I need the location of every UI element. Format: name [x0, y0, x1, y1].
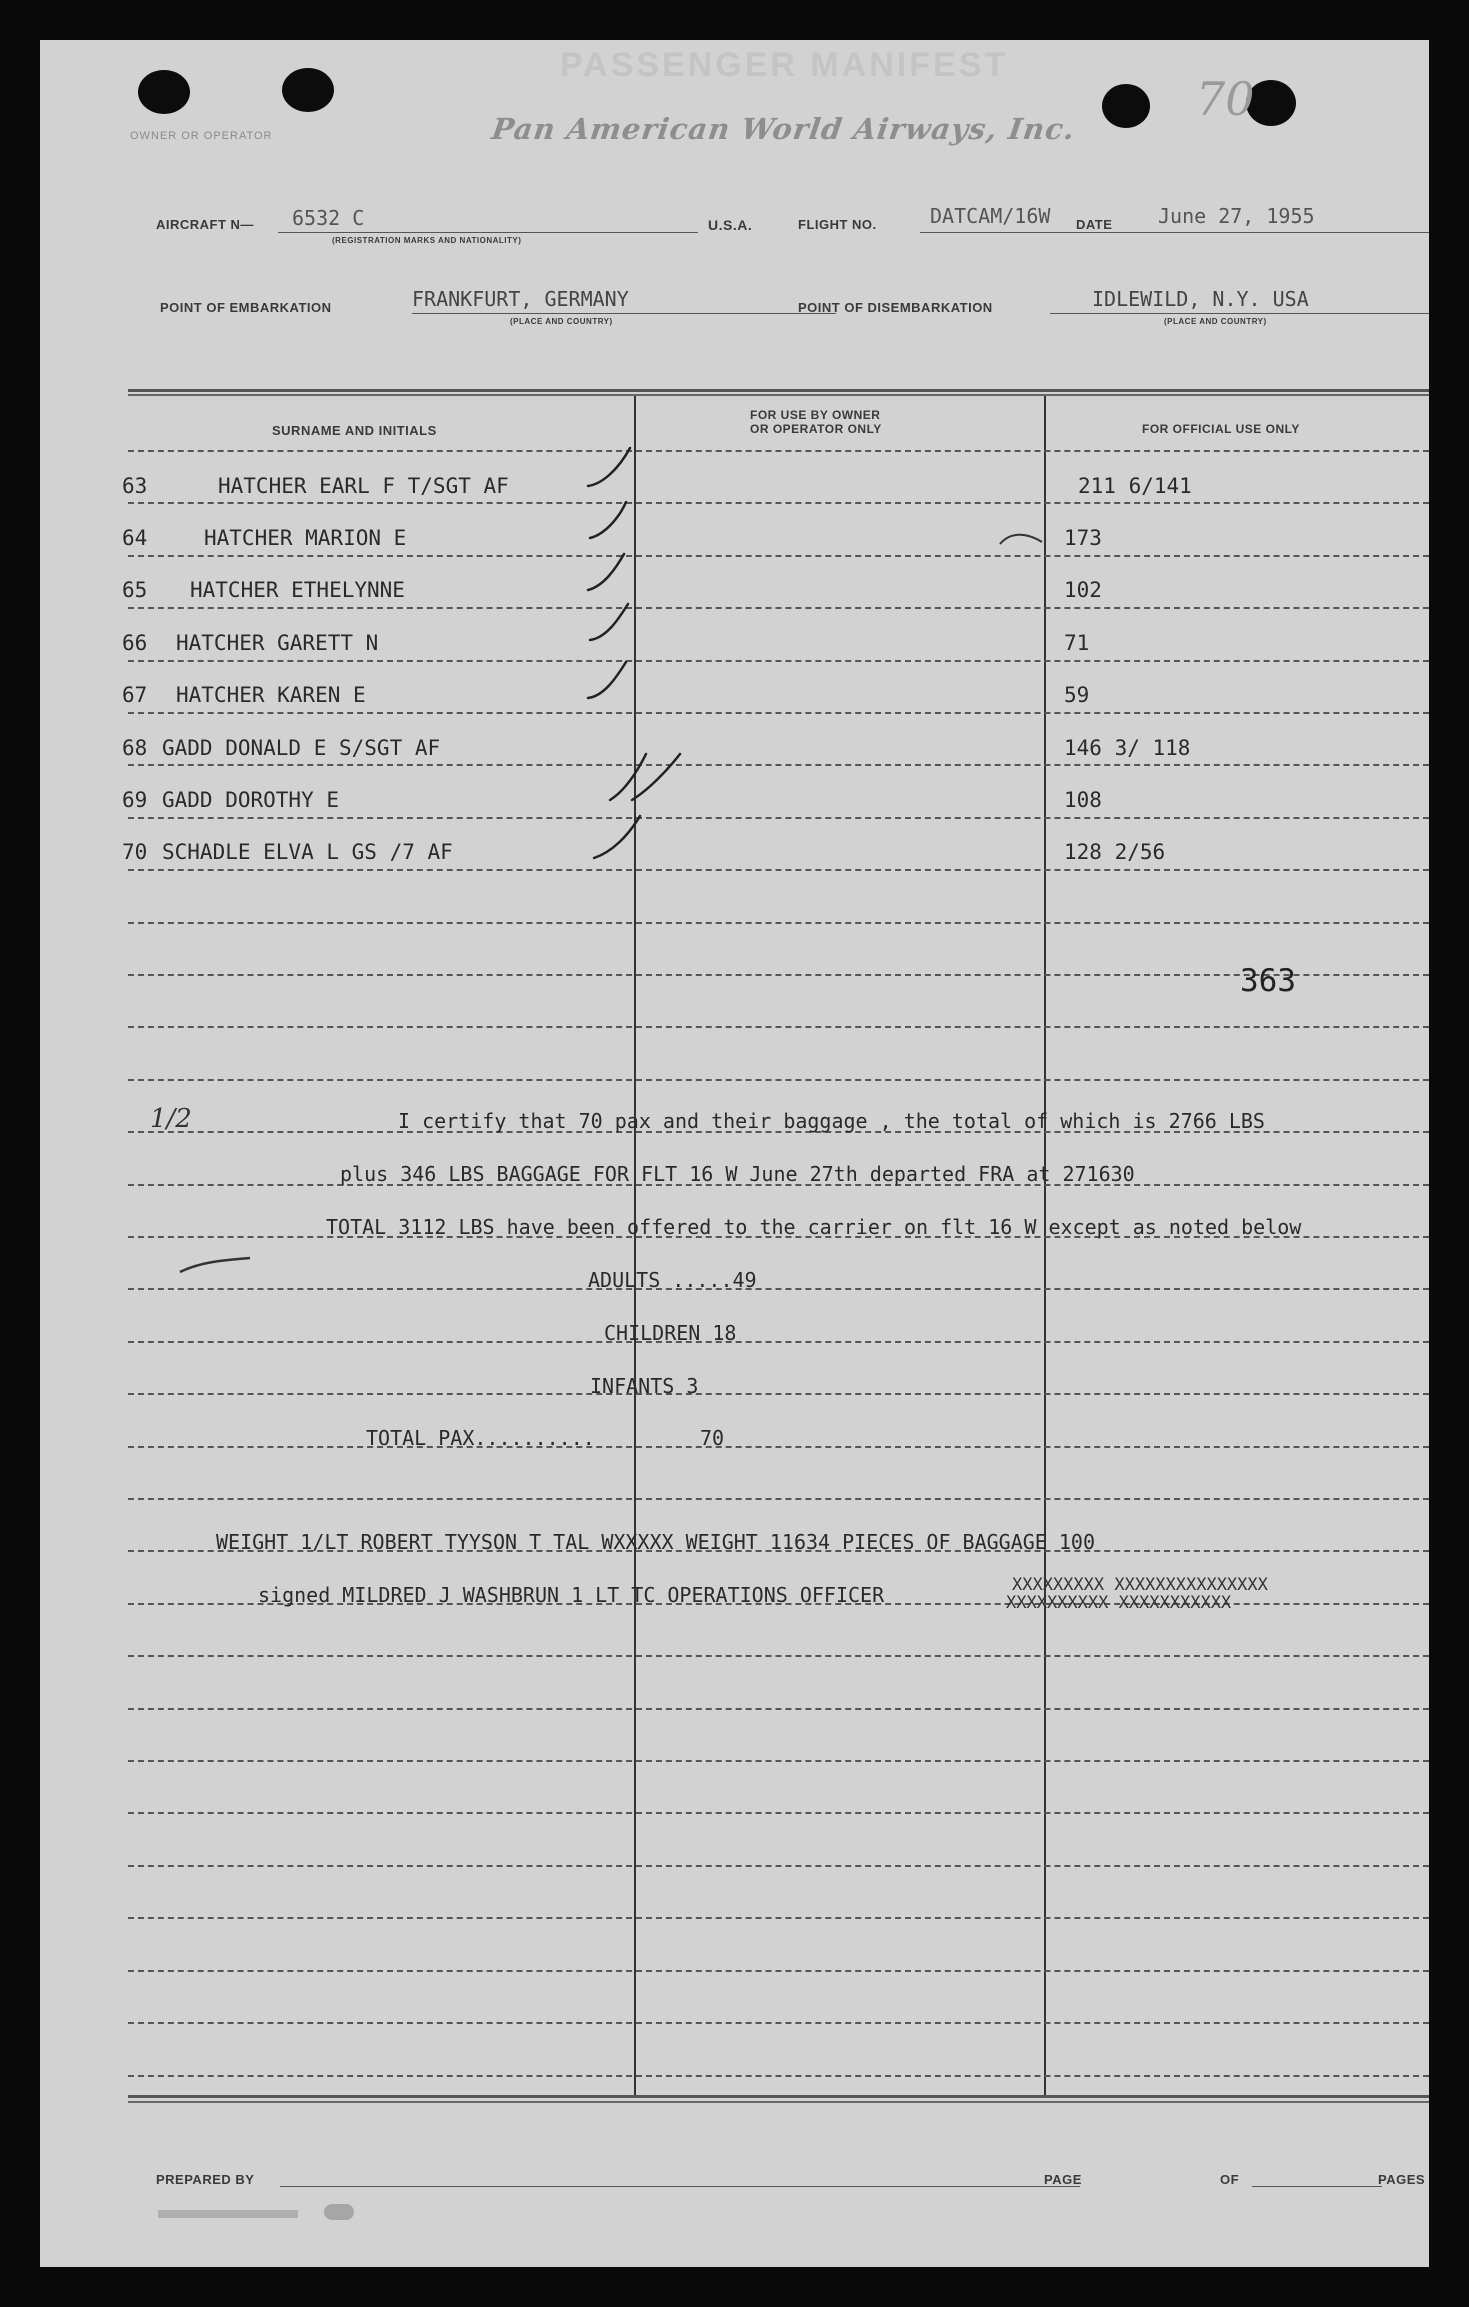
passenger-number: 67 — [122, 683, 148, 707]
row-rule — [128, 817, 1429, 819]
bottom-rule-1 — [128, 2095, 1429, 2098]
passenger-official-value: 128 2/56 — [1064, 840, 1166, 864]
passenger-official-value: 211 6/141 — [1078, 474, 1192, 498]
row-rule — [128, 1865, 1429, 1867]
passenger-official-value: 108 — [1064, 788, 1102, 812]
col-header-official: FOR OFFICIAL USE ONLY — [1142, 422, 1300, 436]
row-rule — [128, 1079, 1429, 1081]
check-mark — [590, 502, 626, 538]
certification-mark: 1/2 — [150, 1104, 192, 1134]
of-underline — [1252, 2186, 1382, 2187]
row-rule — [128, 1393, 1429, 1395]
check-marks — [580, 440, 700, 860]
row-rule — [128, 869, 1429, 871]
form-number-smudge — [158, 2210, 298, 2218]
passenger-name: HATCHER ETHELYNNE — [190, 578, 405, 602]
column-divider-2 — [1044, 396, 1046, 2096]
row-rule — [128, 1917, 1429, 1919]
signed-line: signed MILDRED J WASHBRUN 1 LT TC OPERATIONS OFFICER — [258, 1583, 885, 1607]
passenger-name: GADD DOROTHY E — [162, 788, 340, 812]
passenger-official-value: 146 3/ 118 — [1064, 736, 1191, 760]
row-rule — [128, 1760, 1429, 1762]
usa-label: U.S.A. — [708, 217, 753, 233]
passenger-official-value: 173 — [1064, 526, 1102, 550]
passenger-official-value: 102 — [1064, 578, 1102, 602]
faded-title: PASSENGER MANIFEST — [560, 46, 1009, 84]
adults-count: ADULTS .....49 — [588, 1268, 757, 1292]
passenger-name: GADD DONALD E S/SGT AF — [162, 736, 441, 760]
passenger-name: HATCHER EARL F T/SGT AF — [218, 474, 509, 498]
check-mark — [632, 754, 680, 800]
row-rule — [128, 764, 1429, 766]
passenger-name: HATCHER MARION E — [204, 526, 407, 550]
row-rule — [128, 2075, 1429, 2077]
row-rule — [128, 607, 1429, 609]
disembarkation-underline — [1050, 313, 1429, 314]
page-label: PAGE — [1044, 2172, 1082, 2187]
passenger-number: 64 — [122, 526, 148, 550]
of-label: OF — [1220, 2172, 1240, 2187]
embarkation-label: POINT OF EMBARKATION — [160, 300, 332, 315]
passenger-name: SCHADLE ELVA L GS /7 AF — [162, 840, 453, 864]
manifest-sheet — [40, 40, 1429, 2267]
top-rule-2 — [128, 394, 1429, 396]
certification-line-3: TOTAL 3112 LBS have been offered to the carrier on flt 16 W except as noted below — [326, 1215, 1302, 1239]
date-value: June 27, 1955 — [1158, 204, 1315, 228]
row-rule — [128, 1970, 1429, 1972]
infants-count: INFANTS 3 — [590, 1374, 699, 1398]
embarkation-underline — [412, 313, 836, 314]
total-pax-label: TOTAL PAX.......... — [366, 1426, 595, 1450]
pages-label: PAGES — [1378, 2172, 1426, 2187]
row-rule — [128, 1446, 1429, 1448]
flight-date-underline — [920, 232, 1429, 233]
row-rule — [128, 922, 1429, 924]
row-rule — [128, 502, 1429, 504]
col-header-owner-use-1: FOR USE BY OWNER — [750, 408, 881, 422]
row-rule — [128, 1341, 1429, 1343]
tick-official-64 — [998, 528, 1044, 548]
passenger-number: 68 — [122, 736, 148, 760]
aircraft-value: 6532 C — [292, 206, 365, 230]
punch-hole-left-2 — [282, 68, 334, 112]
flight-no-label: FLIGHT NO. — [798, 217, 877, 232]
row-rule — [128, 450, 1429, 452]
check-mark — [588, 662, 626, 698]
passenger-official-value: 71 — [1064, 631, 1090, 655]
passenger-number: 66 — [122, 631, 148, 655]
row-rule — [128, 1708, 1429, 1710]
handwritten-dash — [176, 1252, 256, 1276]
children-count: CHILDREN 18 — [604, 1321, 737, 1345]
check-mark — [588, 448, 630, 486]
check-mark — [590, 604, 628, 640]
owner-name: Pan American World Airways, Inc. — [489, 112, 1078, 146]
embarkation-sub-label: (PLACE AND COUNTRY) — [510, 317, 613, 326]
struck-text-1: XXXXXXXXX XXXXXXXXXXXXXXX — [1012, 1575, 1268, 1595]
row-rule — [128, 660, 1429, 662]
passenger-number: 69 — [122, 788, 148, 812]
col-header-surname: SURNAME AND INITIALS — [272, 423, 437, 438]
total-pax-value: 70 — [700, 1426, 725, 1450]
bottom-rule-2 — [128, 2101, 1429, 2103]
row-rule — [128, 974, 1429, 976]
aircraft-underline — [278, 232, 698, 233]
printer-mark — [324, 2204, 354, 2220]
aircraft-sub-label: (REGISTRATION MARKS AND NATIONALITY) — [332, 236, 522, 245]
col-header-owner-use-2: OR OPERATOR ONLY — [750, 422, 882, 436]
check-mark — [588, 554, 624, 590]
row-rule — [128, 1655, 1429, 1657]
handwritten-page-number: 70 — [1196, 72, 1255, 126]
certification-line-1: I certify that 70 pax and their baggage , the total of which is 2766 LBS — [398, 1109, 1265, 1133]
row-rule — [128, 712, 1429, 714]
punch-hole-left-1 — [138, 70, 190, 114]
disembarkation-label: POINT OF DISEMBARKATION — [798, 300, 993, 315]
row-rule — [128, 555, 1429, 557]
row-rule — [128, 1498, 1429, 1500]
certification-line-2: plus 346 LBS BAGGAGE FOR FLT 16 W June 27th departed FRA at 271630 — [340, 1162, 1135, 1186]
embarkation-value: FRANKFURT, GERMANY — [412, 287, 629, 311]
weight-line: WEIGHT 1/LT ROBERT TYYSON T TAL WXXXXX WEIGHT 11634 PIECES OF BAGGAGE 100 — [216, 1530, 1095, 1554]
official-total: 363 — [1240, 963, 1296, 999]
prepared-by-label: PREPARED BY — [156, 2172, 255, 2187]
row-rule — [128, 2022, 1429, 2024]
row-rule — [128, 1026, 1429, 1028]
row-rule — [128, 1288, 1429, 1290]
owner-label: OWNER OR OPERATOR — [130, 130, 273, 142]
punch-hole-right-1 — [1102, 84, 1150, 128]
aircraft-label: AIRCRAFT N— — [156, 217, 254, 232]
passenger-name: HATCHER GARETT N — [176, 631, 379, 655]
struck-text-2: XXXXXXXXXX XXXXXXXXXXX — [1006, 1593, 1232, 1613]
passenger-number: 65 — [122, 578, 148, 602]
date-label: DATE — [1076, 217, 1113, 232]
row-rule — [128, 1812, 1429, 1814]
flight-no-value: DATCAM/16W — [930, 204, 1051, 228]
passenger-name: HATCHER KAREN E — [176, 683, 366, 707]
top-rule-1 — [128, 389, 1429, 392]
disembarkation-value: IDLEWILD, N.Y. USA — [1092, 287, 1309, 311]
passenger-number: 70 — [122, 840, 148, 864]
passenger-number: 63 — [122, 474, 148, 498]
disembarkation-sub-label: (PLACE AND COUNTRY) — [1164, 317, 1267, 326]
passenger-official-value: 59 — [1064, 683, 1090, 707]
prepared-by-underline — [280, 2186, 1080, 2187]
check-mark — [594, 816, 640, 858]
